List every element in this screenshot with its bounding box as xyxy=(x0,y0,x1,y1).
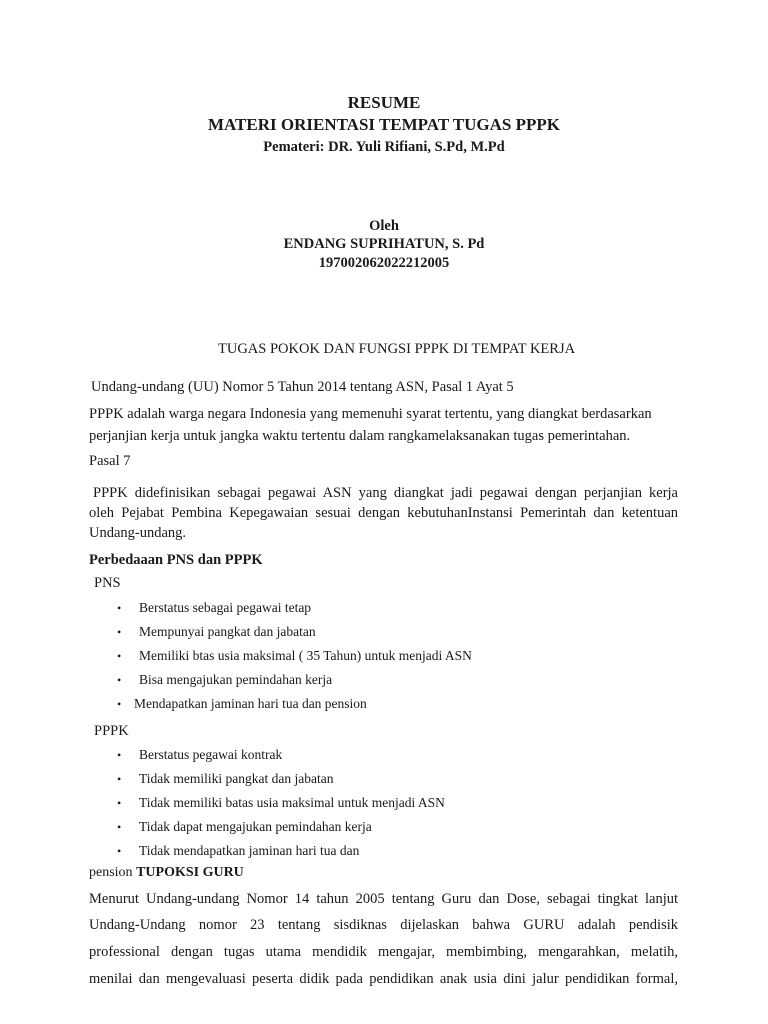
tupoksi-line-2: Undang-Undang nomor 23 tentang sisdiknas dijelaskan bahwa GURU adalah pendisik xyxy=(89,917,678,933)
pppk-item: Tidak memiliki batas usia maksimal untuk menjadi ASN xyxy=(139,795,445,810)
bullet-icon: • xyxy=(117,673,122,687)
bullet-icon: • xyxy=(117,796,122,810)
pppk-item: Berstatus pegawai kontrak xyxy=(139,747,283,762)
pns-item: Mempunyai pangkat dan jabatan xyxy=(139,624,316,639)
pppk-item: Tidak memiliki pangkat dan jabatan xyxy=(139,771,334,786)
pppk-label: PPPK xyxy=(94,723,129,739)
section-title: TUGAS POKOK DAN FUNGSI PPPK DI TEMPAT KERJA xyxy=(218,341,576,357)
pns-item: Memiliki btas usia maksimal ( 35 Tahun) untuk menjadi ASN xyxy=(139,648,472,663)
speaker-line: Pemateri: DR. Yuli Rifiani, S.Pd, M.Pd xyxy=(263,139,505,155)
bullet-icon: • xyxy=(117,625,122,639)
tupoksi-line-4: menilai dan mengevaluasi peserta didik pada pendidikan anak usia dini jalur pendidikan formal, xyxy=(89,971,678,987)
tupoksi-heading: TUPOKSI GURU xyxy=(136,865,244,880)
bullet-icon: • xyxy=(117,601,122,615)
pasal-line-3: Undang-undang. xyxy=(89,525,187,541)
definition-line-1: PPPK adalah warga negara Indonesia yang memenuhi syarat tertentu, yang diangkat berdasarkan xyxy=(89,406,652,422)
bullet-icon: • xyxy=(117,697,122,711)
doc-title: RESUME xyxy=(347,93,421,112)
pns-item: Mendapatkan jaminan hari tua dan pension xyxy=(134,696,367,711)
pns-item: Berstatus sebagai pegawai tetap xyxy=(139,600,312,615)
tupoksi-line-3: professional dengan tugas utama mendidik mengajar, membimbing, mengarahkan, melatih, xyxy=(89,944,678,960)
pasal-line-1: PPPK didefinisikan sebagai pegawai ASN yang diangkat jadi pegawai dengan perjanjian kerja xyxy=(93,485,678,501)
tupoksi-heading-line xyxy=(89,865,244,881)
comparison-heading: Perbedaaan PNS dan PPPK xyxy=(89,552,263,568)
tupoksi-line-1: Menurut Undang-undang Nomor 14 tahun 2005 tentang Guru dan Dose, sebagai tingkat lanjut xyxy=(89,891,678,907)
pns-label: PNS xyxy=(94,575,121,591)
pppk-item: Tidak mendapatkan jaminan hari tua dan xyxy=(139,843,360,858)
pasal-label: Pasal 7 xyxy=(89,453,131,469)
bullet-icon: • xyxy=(117,844,122,858)
pppk-item: Tidak dapat mengajukan pemindahan kerja xyxy=(139,819,372,834)
author-name: ENDANG SUPRIHATUN, S. Pd xyxy=(283,236,485,252)
bullet-icon: • xyxy=(117,748,122,762)
bullet-icon: • xyxy=(117,820,122,834)
law-reference: Undang-undang (UU) Nomor 5 Tahun 2014 tentang ASN, Pasal 1 Ayat 5 xyxy=(91,379,514,395)
pension-word: pension xyxy=(89,865,133,880)
bullet-icon: • xyxy=(117,649,122,663)
bullet-icon: • xyxy=(117,772,122,786)
pns-item: Bisa mengajukan pemindahan kerja xyxy=(139,672,333,687)
pasal-line-2: oleh Pejabat Pembina Kepegawaian sesuai dengan kebutuhanInstansi Pemerintah dan ketentuan xyxy=(89,505,678,521)
author-nip: 197002062022212005 xyxy=(318,255,450,271)
doc-subtitle: MATERI ORIENTASI TEMPAT TUGAS PPPK xyxy=(207,115,560,134)
definition-line-2: perjanjian kerja untuk jangka waktu tertentu dalam rangkamelaksanakan tugas pemerintahan. xyxy=(89,428,631,444)
author-by: Oleh xyxy=(369,218,399,234)
